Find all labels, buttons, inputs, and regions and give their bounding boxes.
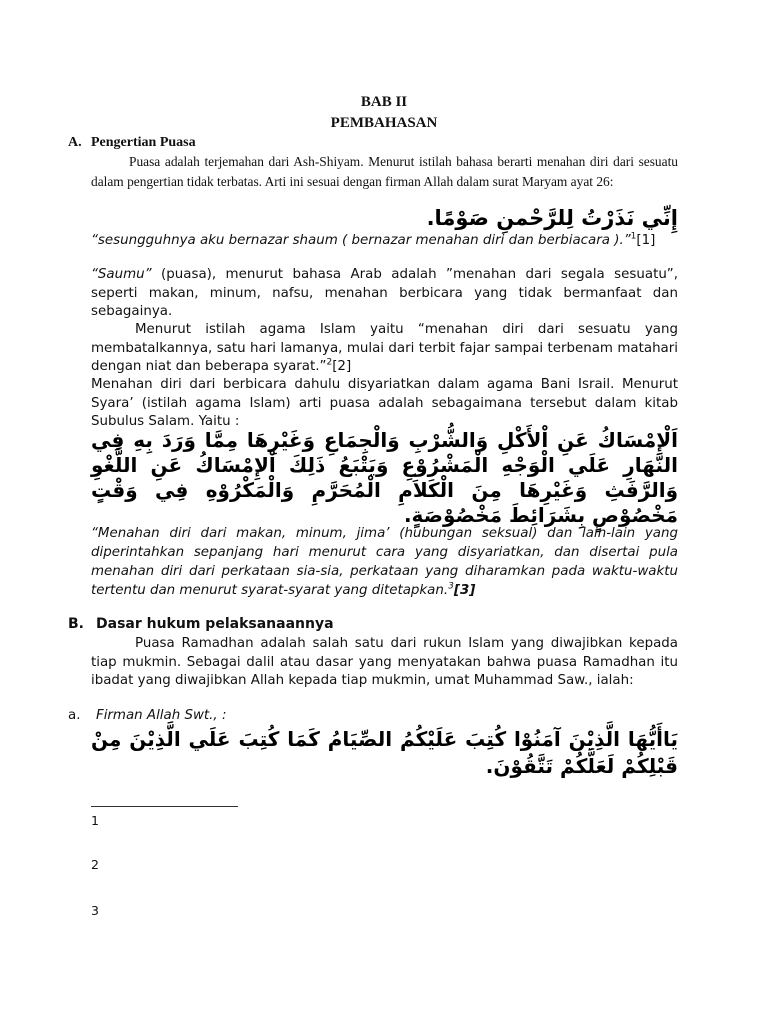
footnote-2-superscript: 2 [326,357,333,368]
arabic-verse-al-baqarah-183: يَاأَيُّهَا الَّذِيْنَ آمَنُوْا كُتِبَ عَلَيْكُمُ الصِّيَامُ كَمَا كُتِبَ عَلَي الَّذِيْنَ مِنْ قَبْلِكُمْ لَعَلَّكُمْ تَتَّقُوْنَ. [91,727,678,778]
section-b-paragraph-1: Puasa Ramadhan adalah salah satu dari rukun Islam yang diwajibkan kepada tiap mukmin. Sebagai dalil atau dasar yang menyatakan bahwa puasa Ramadhan itu ibadat yang diwajibkan Allah kepada tiap mukmin, umat Muhammad Saw., ialah: [91,636,678,688]
section-b-marker: B. [68,616,84,632]
footnote-3-link[interactable]: [3] [453,583,476,598]
arabic-verse-maryam-26: إِنِّي نَذَرْتُ لِلرَّحْمنِ صَوْمًا. [426,206,678,230]
section-a-title: Pengertian Puasa [91,135,196,150]
footnote-3: 3 [91,903,99,918]
translation-1-text: “sesungguhnya aku bernazar shaum ( bernazar menahan diri dan berbiacara ).” [91,233,631,248]
translation-1 [91,232,678,250]
saumu-term: “Saumu” [91,267,152,282]
section-a-paragraph-3 [91,321,678,377]
footnote-separator [91,806,238,807]
saumu-definition: (puasa), menurut bahasa Arab adalah ”menahan dari segala sesuatu”, seperti makan, minum, nafsu, menahan berbicara yang tidak bermanfaat dan sebagainya. [91,267,678,319]
item-a-label: Firman Allah Swt., : [96,708,227,723]
translation-2 [91,524,678,600]
footnote-2-link[interactable]: [2] [332,359,352,374]
istilah-definition: Menurut istilah agama Islam yaitu “menahan diri dari sesuatu yang membatalkannya, satu hari lamanya, mulai dari terbit fajar sampai terbenam matahari dengan niat dan beberapa syarat.” [91,322,678,374]
footnote-1-link[interactable]: [1] [636,233,656,248]
footnote-3-superscript: 3 [448,581,454,592]
chapter-title: PEMBAHASAN [330,115,438,131]
section-a-marker: A. [68,135,82,150]
footnote-1: 1 [91,813,99,828]
arabic-subulus-salam-definition: اَلْإِمْسَاكُ عَنِ اْلأَكْلِ وَالشُّرْبِ وَالْجِمَاعِ وَغَيْرِهَا مِمَّا وَرَدَ بِهِ فِي النَّهَارِ عَلَي الْوَجْهِ الْمَشْرُوْعِ وَيَتْبَعُ ذَلِكَ اْلإِمْسَاكُ عَنِ اللَّغْوِ وَالرَّفَثِ وَغَيْرِهَا مِنَ الْكَلاَمِ الْمُحَرَّمِ وَالْمَكْرُوْهِ فِي وَقْتٍ مَخْصُوْصٍ بِشَرَائِطَ مَخْصُوْصَةٍ. [91,428,678,527]
footnote-2: 2 [91,857,99,872]
translation-2-text: “Menahan diri dari makan, minum, jima’ (hubungan seksual) dan lain-lain yang diperintahkan sepanjang hari menurut cara yang disyariatkan, dan disertai pula menahan diri dari perkataan sia-sia, perkataan yang diharamkan pada waktu-waktu tertentu dan menurut syarat-syarat yang ditetapkan. [91,526,678,598]
chapter-label: BAB II [360,94,408,110]
item-a-marker: a. [68,708,81,723]
footnote-1-superscript: 1 [630,231,637,242]
section-a-paragraph-4: Menahan diri dari berbicara dahulu disyariatkan dalam agama Bani Israil. Menurut Syara’ (istilah agama Islam) arti puasa adalah sebagaimana tersebut dalam kitab Subulus Salam. Yaitu : [91,377,678,429]
section-b-title: Dasar hukum pelaksanaannya [96,616,334,632]
section-a-paragraph-1: Puasa adalah terjemahan dari Ash-Shiyam. Menurut istilah bahasa berarti menahan diri dari sesuatu dalam pengertian tidak terbatas. Arti ini sesuai dengan firman Allah dalam surat Maryam ayat 26: [91,154,678,189]
section-a-paragraph-2 [91,266,678,322]
